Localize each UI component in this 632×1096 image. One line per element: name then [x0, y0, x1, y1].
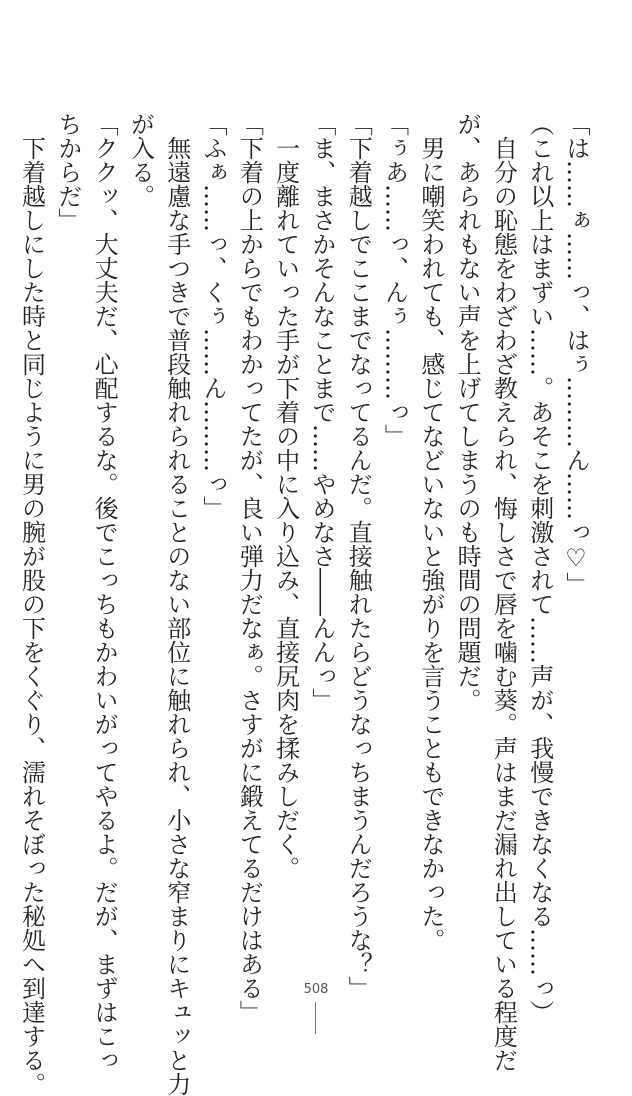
text-line: ちからだ」 — [53, 112, 82, 232]
text-line: 男に嘲笑われても、感じてなどいないと強がりを言うこともできなかった。 — [416, 112, 445, 952]
text-line: 自分の恥態をわざわざ教えられ、悔しさで唇を噛む葵。声はまだ漏れ出している程度だ — [489, 112, 518, 1072]
text-line: 「下着越しでここまでなってるんだ。直接触れたらどうなっちまうんだろうな？」 — [344, 112, 373, 1000]
page-number-rule — [315, 1002, 316, 1034]
text-line: （これ以上はまずい……。あそこを刺激されて……声が、我慢できなくなる……っ） — [525, 112, 554, 1024]
text-line: 「ククッ、大丈夫だ、心配するな。後でこっちもかわいがってやるよ。だが、まずはこっ — [90, 112, 119, 1072]
text-line: 下着越しにした時と同じように男の腕が股の下をくぐり、濡れそぼった秘処へ到達する。 — [17, 112, 46, 1096]
text-line: 「ま、まさかそんなことまで……やめなさ――んんっ」 — [307, 112, 336, 712]
text-line: が入る。 — [126, 112, 155, 208]
page-number: 508 — [303, 982, 329, 997]
text-line: 「ぅあ……っ、んぅ………っ」 — [380, 112, 409, 448]
text-line: 無遠慮な手つきで普段触れられることのない部位に触れられ、小さな窄まりにキュッと力 — [162, 112, 191, 1096]
text-line: 一度離れていった手が下着の中に入り込み、直接尻肉を揉みしだく。 — [271, 112, 300, 880]
text-line: 「ふぁ……っ、くぅ……ん………っ」 — [199, 112, 228, 520]
text-line: が、あられもない声を上げてしまうのも時間の問題だ。 — [453, 112, 482, 712]
text-line: 「は……ぁ……っ、はぅ………ん……っ♡」 — [562, 112, 590, 596]
text-line: 「下着の上からでもわかってたが、良い弾力だなぁ。さすがに鍛えてるだけはある」 — [235, 112, 264, 1024]
